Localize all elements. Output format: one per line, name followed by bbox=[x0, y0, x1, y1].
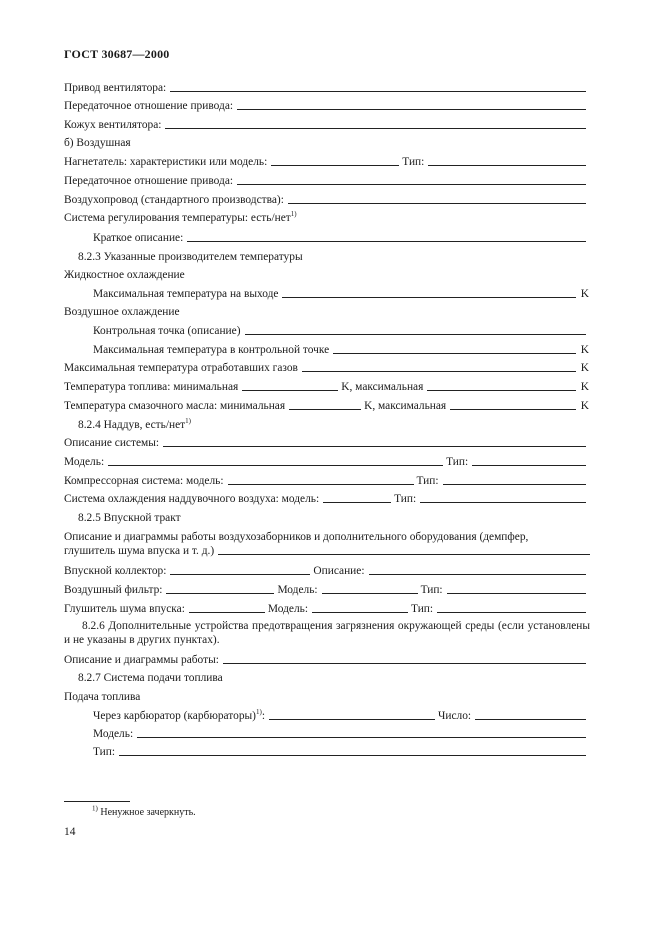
short-description-field bbox=[93, 229, 589, 245]
intake-description-blank[interactable] bbox=[218, 554, 590, 555]
carburetor-count-label: Число: bbox=[437, 710, 472, 722]
fuel-temp-field bbox=[64, 378, 589, 394]
max-ref-temp-label: Максимальная температура в контрольной точке bbox=[93, 344, 330, 356]
air-cooling-heading bbox=[64, 134, 589, 150]
carburetor-model-blank[interactable] bbox=[137, 737, 586, 738]
carburetor-model-field bbox=[93, 725, 589, 741]
drive-ratio-label: Передаточное отношение привода: bbox=[64, 100, 234, 112]
carburetor-type-label: Тип: bbox=[93, 746, 116, 758]
blower-field bbox=[64, 153, 589, 169]
blower-type-blank[interactable] bbox=[428, 165, 586, 166]
fuel-temp-min-label: Температура топлива: минимальная bbox=[64, 381, 239, 393]
intake-manifold-label: Впускной коллектор: bbox=[64, 565, 167, 577]
compressor-field bbox=[64, 472, 589, 488]
intake-silencer-model-label: Модель: bbox=[267, 603, 309, 615]
charge-air-cooling-label: Система охлаждения наддувочного воздуха: модель: bbox=[64, 493, 320, 505]
blower-type-label: Тип: bbox=[402, 156, 425, 168]
intake-silencer-model-blank[interactable] bbox=[312, 612, 408, 613]
carburetor-blank[interactable] bbox=[269, 719, 435, 720]
section-8-2-6-paragraph bbox=[64, 619, 590, 647]
footnote-ref: 1) bbox=[185, 417, 191, 426]
page-number: 14 bbox=[64, 826, 76, 838]
short-description-blank[interactable] bbox=[187, 241, 586, 242]
system-description-field bbox=[64, 434, 589, 450]
blower-model-blank[interactable] bbox=[271, 165, 399, 166]
supercharger-type-blank[interactable] bbox=[472, 465, 586, 466]
section-8-2-6-text: 8.2.6 Дополнительные устройства предотвращения загрязнения окружающей среды (если установлены и не указаны в других пунктах). bbox=[64, 620, 590, 646]
max-exhaust-temp-label: Максимальная температура отработавших газов bbox=[64, 362, 298, 374]
fuel-temp-min-blank[interactable] bbox=[242, 390, 338, 391]
document-header: ГОСТ 30687—2000 bbox=[64, 47, 170, 61]
max-exhaust-temp-field bbox=[64, 359, 589, 375]
intake-manifold-description-blank[interactable] bbox=[369, 574, 587, 575]
charge-air-cooling-model-blank[interactable] bbox=[323, 502, 391, 503]
section-8-2-4 bbox=[78, 416, 589, 432]
fuel-supply-heading bbox=[64, 688, 589, 704]
section-8-2-3-title: 8.2.3 Указанные производителем температуры bbox=[78, 251, 303, 263]
blower-label: Нагнетатель: характеристики или модель: bbox=[64, 156, 268, 168]
oil-temp-field bbox=[64, 397, 589, 413]
air-filter-blank[interactable] bbox=[166, 593, 274, 594]
supercharger-type-label: Тип: bbox=[446, 456, 469, 468]
fuel-supply-label: Подача топлива bbox=[64, 691, 141, 703]
intake-manifold-description-label: Описание: bbox=[313, 565, 365, 577]
oil-temp-min-blank[interactable] bbox=[289, 409, 361, 410]
supercharger-model-blank[interactable] bbox=[108, 465, 443, 466]
intake-description-line1: Описание и диаграммы работы воздухозаборников и дополнительного оборудования (демпфер, bbox=[64, 531, 529, 543]
section-8-2-3 bbox=[78, 248, 589, 264]
compressor-model-blank[interactable] bbox=[228, 484, 414, 485]
unit-kelvin: K bbox=[580, 362, 589, 374]
section-8-2-7 bbox=[78, 669, 589, 685]
compressor-type-label: Тип: bbox=[416, 475, 439, 487]
short-description-label: Краткое описание: bbox=[93, 232, 184, 244]
reference-point-blank[interactable] bbox=[245, 334, 587, 335]
air-filter-label: Воздушный фильтр: bbox=[64, 584, 163, 596]
fan-drive-field bbox=[64, 79, 589, 95]
carburetor-model-label: Модель: bbox=[93, 728, 134, 740]
footnote-ref: 1) bbox=[255, 708, 262, 717]
air-duct-label: Воздухопровод (стандартного производства): bbox=[64, 194, 284, 206]
max-outlet-temp-blank[interactable] bbox=[282, 297, 575, 298]
intake-manifold-blank[interactable] bbox=[170, 574, 310, 575]
section-8-2-4-title: 8.2.4 Наддув, есть/нет$^{1)}$ bbox=[78, 417, 191, 431]
unit-kelvin: K bbox=[580, 344, 589, 356]
unit-kelvin: K bbox=[580, 381, 589, 393]
intake-silencer-field bbox=[64, 600, 589, 616]
section-8-2-5 bbox=[78, 509, 589, 525]
supercharger-model-field bbox=[64, 453, 589, 469]
section-8-2-7-title: 8.2.7 Система подачи топлива bbox=[78, 672, 223, 684]
fan-cowl-blank[interactable] bbox=[165, 128, 586, 129]
carburetor-type-blank[interactable] bbox=[119, 755, 586, 756]
reference-point-label: Контрольная точка (описание) bbox=[93, 325, 241, 337]
fuel-temp-max-blank[interactable] bbox=[427, 390, 575, 391]
carburetor-count-blank[interactable] bbox=[475, 719, 586, 720]
footnote bbox=[92, 804, 196, 818]
fan-drive-label: Привод вентилятора: bbox=[64, 82, 167, 94]
air-duct-field bbox=[64, 191, 589, 207]
charge-air-cooling-type-blank[interactable] bbox=[420, 502, 586, 503]
air-filter-model-label: Модель: bbox=[277, 584, 318, 596]
drive-ratio-field bbox=[64, 97, 589, 113]
max-outlet-temp-field bbox=[93, 285, 589, 301]
fuel-temp-max-label: K, максимальная bbox=[341, 381, 424, 393]
drive-ratio-2-blank[interactable] bbox=[237, 184, 586, 185]
liquid-cooling-label: Жидкостное охлаждение bbox=[64, 269, 185, 281]
section-8-2-5-title: 8.2.5 Впускной тракт bbox=[78, 512, 181, 524]
operation-description-field bbox=[64, 651, 589, 667]
compressor-model-label: Компрессорная система: модель: bbox=[64, 475, 224, 487]
oil-temp-max-blank[interactable] bbox=[450, 409, 576, 410]
air-cooling-2-heading bbox=[64, 303, 589, 319]
footnote-ref: 1) bbox=[290, 210, 297, 219]
unit-kelvin: K bbox=[580, 288, 589, 300]
carburetor-type-field bbox=[93, 743, 589, 759]
system-description-label: Описание системы: bbox=[64, 437, 160, 449]
footnote-text: Ненужное зачеркнуть. bbox=[100, 807, 196, 818]
max-ref-temp-blank[interactable] bbox=[333, 353, 576, 354]
air-duct-blank[interactable] bbox=[288, 203, 586, 204]
oil-temp-max-label: K, максимальная bbox=[364, 400, 447, 412]
carburetor-label: Через карбюратор (карбюраторы)$^{1)}$: bbox=[93, 708, 265, 722]
footnote-mark: 1) bbox=[92, 804, 98, 813]
footnote-separator bbox=[64, 801, 130, 802]
drive-ratio-2-field bbox=[64, 172, 589, 188]
temp-control-label: Система регулирования температуры: есть/нет$^{1)}$ bbox=[64, 210, 297, 224]
supercharger-model-label: Модель: bbox=[64, 456, 105, 468]
intake-silencer-blank[interactable] bbox=[189, 612, 265, 613]
air-filter-model-blank[interactable] bbox=[322, 593, 418, 594]
drive-ratio-blank[interactable] bbox=[237, 109, 586, 110]
liquid-cooling-heading bbox=[64, 266, 589, 282]
operation-description-blank[interactable] bbox=[223, 663, 586, 664]
charge-air-cooling-field bbox=[64, 490, 589, 506]
fan-drive-blank[interactable] bbox=[170, 91, 586, 92]
intake-silencer-label: Глушитель шума впуска: bbox=[64, 603, 185, 615]
reference-point-field bbox=[93, 322, 589, 338]
unit-kelvin: K bbox=[580, 400, 589, 412]
max-exhaust-temp-blank[interactable] bbox=[302, 371, 576, 372]
drive-ratio-2-label: Передаточное отношение привода: bbox=[64, 175, 234, 187]
intake-description-paragraph bbox=[64, 530, 590, 558]
operation-description-label: Описание и диаграммы работы: bbox=[64, 654, 219, 666]
intake-description-line2: глушитель шума впуска и т. д.) bbox=[64, 545, 215, 557]
max-outlet-temp-label: Максимальная температура на выходе bbox=[93, 288, 279, 300]
air-filter-type-blank[interactable] bbox=[447, 593, 586, 594]
fan-cowl-label: Кожух вентилятора: bbox=[64, 119, 162, 131]
compressor-type-blank[interactable] bbox=[443, 484, 586, 485]
oil-temp-min-label: Температура смазочного масла: минимальная bbox=[64, 400, 286, 412]
intake-silencer-type-label: Тип: bbox=[411, 603, 434, 615]
system-description-blank[interactable] bbox=[163, 446, 586, 447]
intake-manifold-field bbox=[64, 562, 589, 578]
max-ref-temp-field bbox=[93, 341, 589, 357]
temp-control-field bbox=[64, 209, 589, 225]
intake-silencer-type-blank[interactable] bbox=[437, 612, 586, 613]
air-cooling-label: б) Воздушная bbox=[64, 137, 131, 149]
air-cooling-2-label: Воздушное охлаждение bbox=[64, 306, 180, 318]
air-filter-type-label: Тип: bbox=[420, 584, 443, 596]
charge-air-cooling-type-label: Тип: bbox=[394, 493, 417, 505]
air-filter-field bbox=[64, 581, 589, 597]
fan-cowl-field bbox=[64, 116, 589, 132]
carburetor-field bbox=[93, 707, 589, 723]
